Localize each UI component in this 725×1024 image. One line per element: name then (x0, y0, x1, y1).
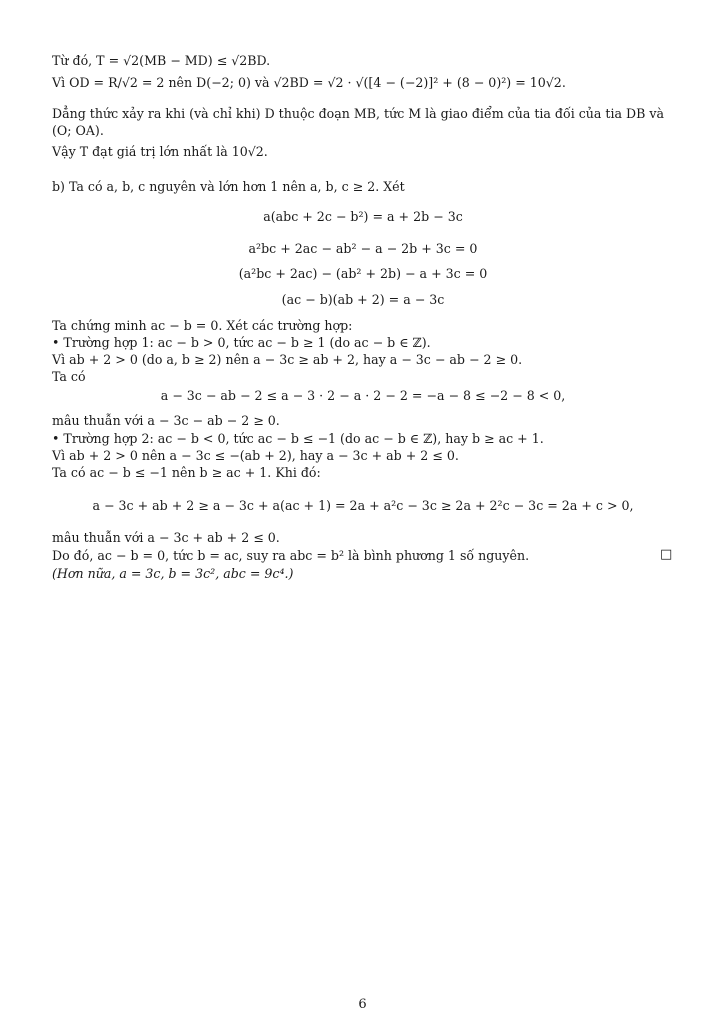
text-line-conclusion-inequality: Từ đó, T = √2(MB − MD) ≤ √2BD. (52, 53, 271, 68)
text-line-contradiction-1: mâu thuẫn với a − 3c − ab − 2 ≥ 0. (52, 413, 280, 428)
text-line-conclusion: Do đó, ac − b = 0, tức b = ac, suy ra abc = b² là bình phương 1 số nguyên. (52, 548, 530, 563)
text-line-max-value: Vậy T đạt giá trị lớn nhất là 10√2. (52, 144, 268, 159)
text-line-part-b-intro: b) Ta có a, b, c nguyên và lớn hơn 1 nên a, b, c ≥ 2. Xét (52, 179, 405, 194)
text-line-claim: Ta chứng minh ac − b = 0. Xét các trường hợp: (52, 318, 353, 333)
text-line-contradiction-2: mâu thuẫn với a − 3c + ab + 2 ≤ 0. (52, 530, 280, 545)
text-line-od-computation: Vì OD = R/√2 = 2 nên D(−2; 0) và √2BD = √2 · √([4 − (−2)]² + (8 − 0)²) = 10√2. (52, 75, 566, 90)
equation-5: a − 3c − ab − 2 ≤ a − 3 · 2 − a · 2 − 2 = −a − 8 ≤ −2 − 8 < 0, (160, 388, 566, 403)
text-line-case-2-then: Ta có ac − b ≤ −1 nên b ≥ ac + 1. Khi đó: (52, 465, 321, 480)
page-number: 6 (358, 997, 367, 1012)
equation-2: a²bc + 2ac − ab² − a − 2b + 3c = 0 (248, 241, 478, 256)
text-line-remark (52, 565, 674, 582)
text-line-case-2: • Trường hợp 2: ac − b < 0, tức ac − b ≤ −1 (do ac − b ∈ ℤ), hay b ≥ ac + 1. (52, 431, 544, 446)
equation-4: (ac − b)(ab + 2) = a − 3c (281, 292, 445, 307)
qed-symbol: □ (660, 547, 673, 562)
equation-3: (a²bc + 2ac) − (ab² + 2b) − a + 3c = 0 (238, 266, 488, 281)
text-line-ta-co: Ta có (52, 369, 86, 384)
text-line-case-2-derivation: Vì ab + 2 > 0 nên a − 3c ≤ −(ab + 2), hay a − 3c + ab + 2 ≤ 0. (52, 448, 459, 463)
text-line-case-1: • Trường hợp 1: ac − b > 0, tức ac − b ≥ 1 (do ac − b ∈ ℤ). (52, 335, 431, 350)
text-line-case-1-derivation: Vì ab + 2 > 0 (do a, b ≥ 2) nên a − 3c ≥ ab + 2, hay a − 3c − ab − 2 ≥ 0. (52, 352, 523, 367)
equation-6: a − 3c + ab + 2 ≥ a − 3c + a(ac + 1) = 2a + a²c − 3c ≥ 2a + 2²c − 3c = 2a + c > 0, (92, 498, 634, 513)
text-line-equality-condition: Dẳng thức xảy ra khi (và chỉ khi) D thuộc đoạn MB, tức M là giao điểm của tia đối của tia DB và (O; OA). (52, 106, 664, 138)
equation-1: a(abc + 2c − b²) = a + 2b − 3c (263, 209, 463, 224)
remark-text: (Hơn nữa, a = 3c, b = 3c², abc = 9c⁴.) (52, 566, 294, 581)
